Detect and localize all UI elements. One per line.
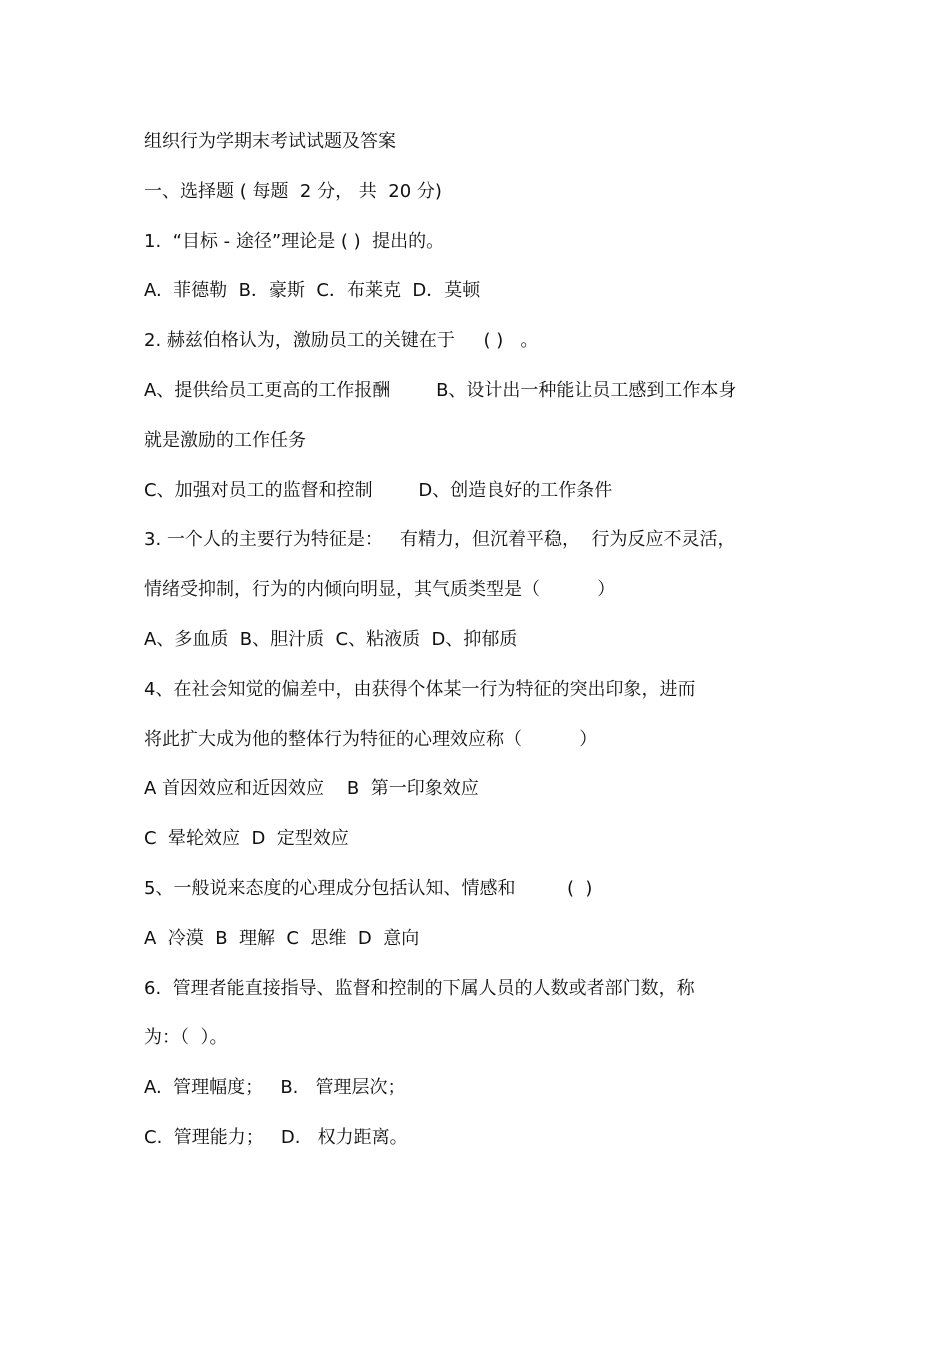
text-line: A 首因效应和近因效应 B 第一印象效应 bbox=[144, 778, 479, 800]
text-line: 情绪受抑制，行为的内倾向明显，其气质类型是（ ） bbox=[144, 579, 616, 601]
text-line: 2. 赫兹伯格认为，激励员工的关键在于 ( ) 。 bbox=[144, 330, 539, 352]
text-line: 3. 一个人的主要行为特征是： 有精力，但沉着平稳， 行为反应不灵活， bbox=[144, 529, 736, 551]
text-line: A、多血质 B、胆汁质 C、粘液质 D、抑郁质 bbox=[144, 628, 518, 650]
text-line: 将此扩大成为他的整体行为特征的心理效应称（ ） bbox=[144, 728, 598, 750]
text-line: 6. 管理者能直接指导、监督和控制的下属人员的人数或者部门数，称 bbox=[144, 977, 695, 999]
text-line: C. 管理能力； D. 权力距离。 bbox=[144, 1126, 408, 1148]
document-title: 组织行为学期末考试试题及答案 bbox=[144, 131, 396, 152]
text-line: 为：（ ）。 bbox=[144, 1027, 228, 1049]
text-line: A. 菲德勒 B．豪斯 C．布莱克 D．莫顿 bbox=[144, 280, 481, 302]
exam-content bbox=[144, 122, 824, 1168]
text-line: C、加强对员工的监督和控制 D、创造良好的工作条件 bbox=[144, 479, 613, 501]
text-line: A、提供给员工更高的工作报酬 B、设计出一种能让员工感到工作本身 bbox=[144, 379, 737, 401]
section-heading: 一、选择题 ( 每题 2 分， 共 20 分) bbox=[144, 180, 442, 202]
text-line: C 晕轮效应 D 定型效应 bbox=[144, 828, 349, 850]
text-line: A 冷漠 B 理解 C 思维 D 意向 bbox=[144, 927, 420, 949]
text-line: A. 管理幅度； B. 管理层次； bbox=[144, 1077, 406, 1099]
text-line: 1. “目标 - 途径”理论是 ( ) 提出的。 bbox=[144, 230, 445, 252]
text-line: 4、在社会知觉的偏差中，由获得个体某一行为特征的突出印象，进而 bbox=[144, 678, 696, 700]
text-line: 就是激励的工作任务 bbox=[144, 429, 306, 451]
text-line: 5、一般说来态度的心理成分包括认知、情感和 ( ) bbox=[144, 877, 593, 899]
